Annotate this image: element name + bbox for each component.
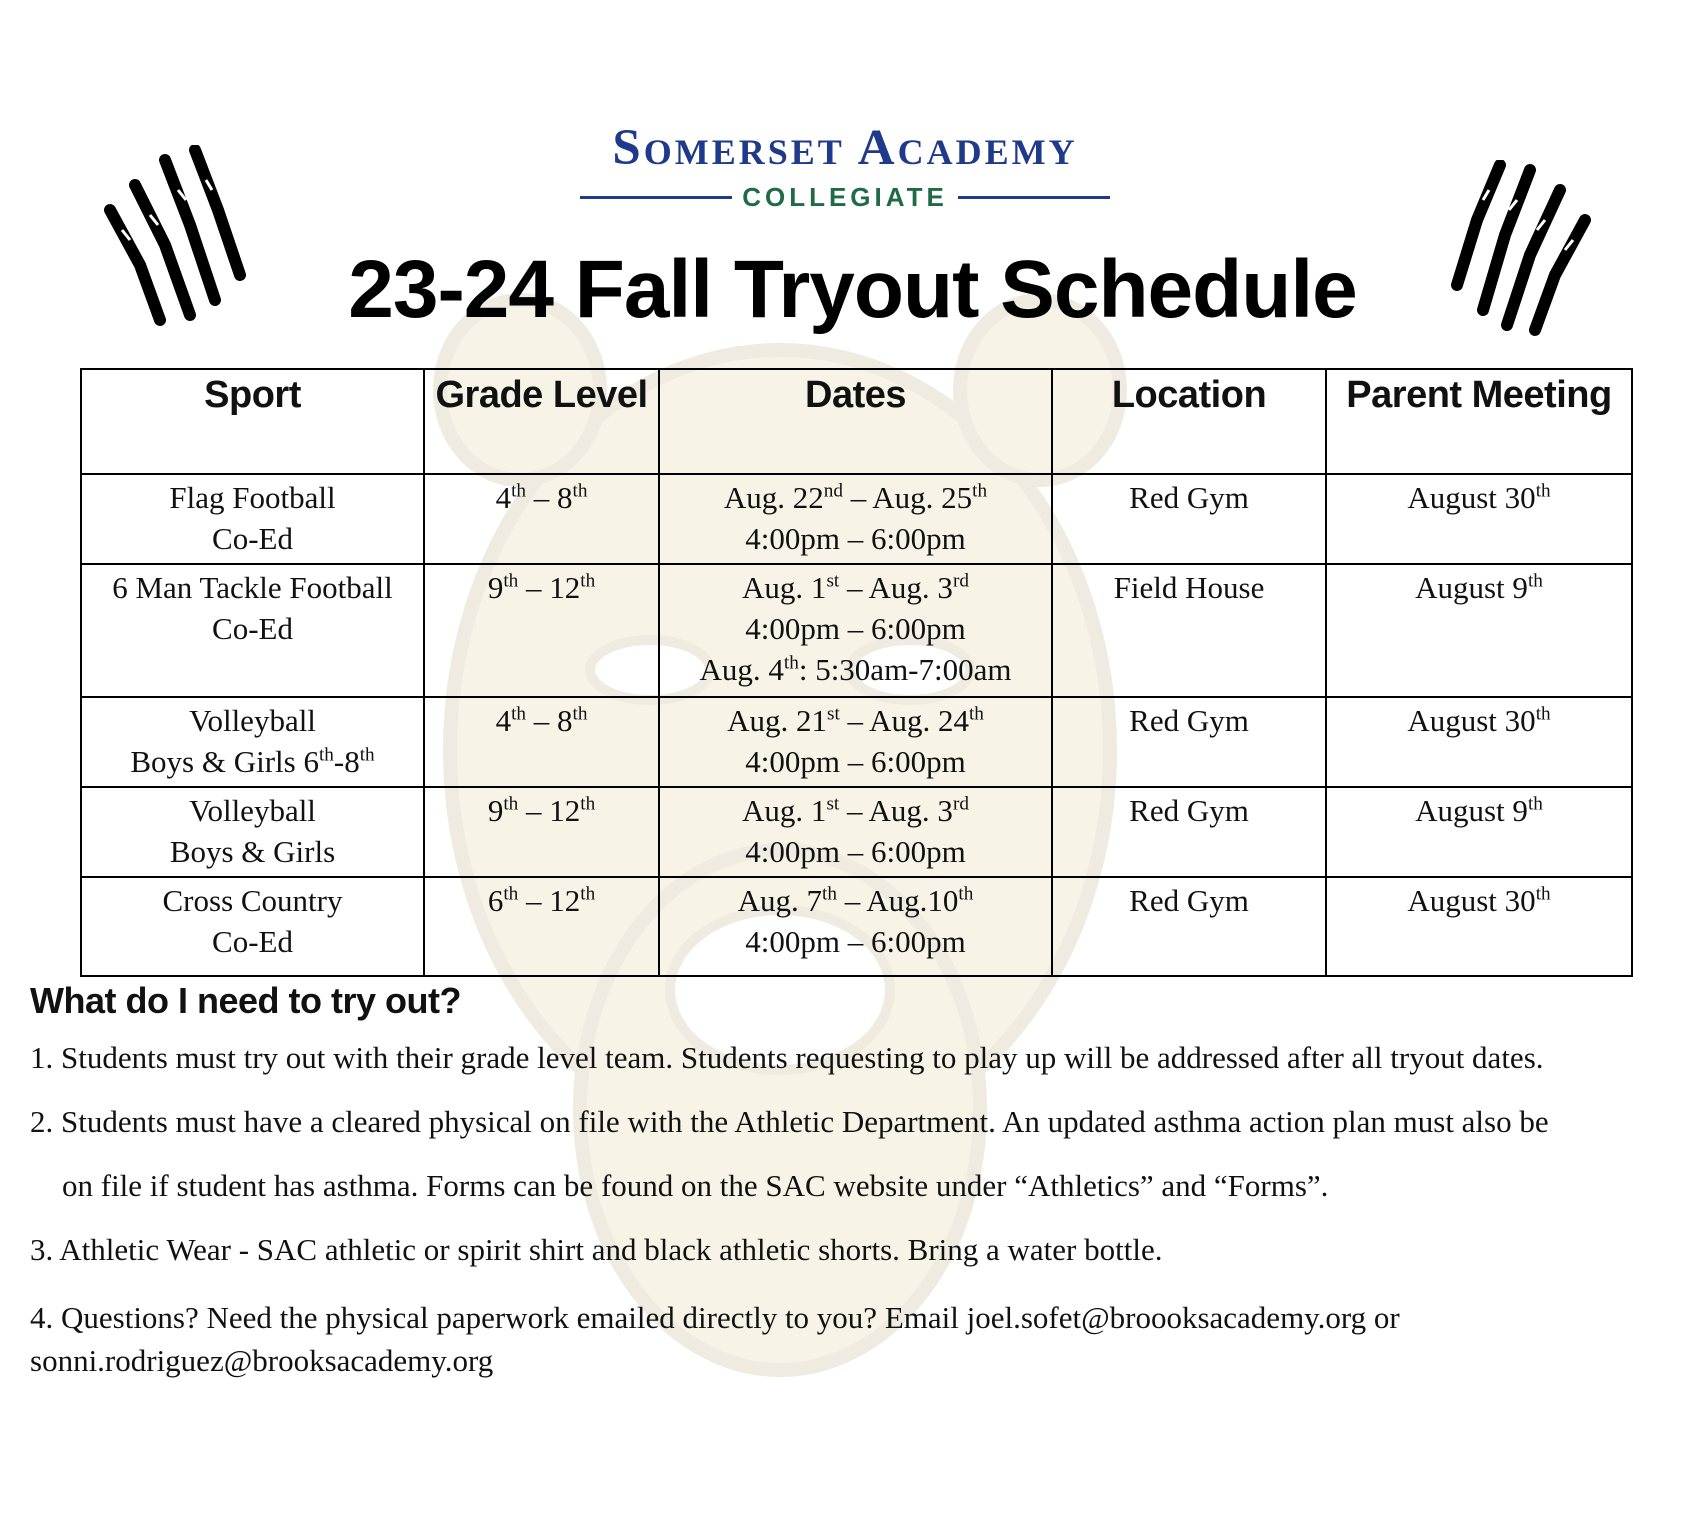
date-suffix: th <box>968 703 984 725</box>
date-line <box>660 477 1051 518</box>
time-line: 4:00pm – 6:00pm <box>745 521 966 556</box>
date-text: Aug. 1 <box>742 570 827 605</box>
table-row <box>81 877 1632 976</box>
sport-cell <box>81 474 424 564</box>
column-header-parent-meeting: Parent Meeting <box>1326 369 1632 474</box>
date-suffix: th <box>972 480 988 502</box>
grade-cell <box>424 564 659 697</box>
sport-cell <box>81 787 424 877</box>
time-line: 4:00pm – 6:00pm <box>745 834 966 869</box>
grade-from: 6 <box>487 883 504 918</box>
dates-cell <box>659 787 1052 877</box>
requirement-item-3: 3. Athletic Wear - SAC athletic or spirit shirt and black athletic shorts. Bring a water bottle. <box>30 1232 1163 1267</box>
column-header-sport: Sport <box>81 369 424 474</box>
sport-name: Cross Country <box>162 883 343 918</box>
grade-cell <box>424 877 659 976</box>
requirement-item-2-continued: on file if student has asthma. Forms can be found on the SAC website under “Athletics” and “Forms”. <box>62 1168 1329 1203</box>
logo-rule-right <box>958 196 1110 199</box>
grade-to: 12 <box>549 570 581 605</box>
tryout-schedule-table <box>80 368 1633 977</box>
grade-to-suffix: th <box>580 793 596 815</box>
division-text: -8 <box>333 744 360 779</box>
date-line <box>660 790 1051 831</box>
date-suffix: rd <box>952 793 969 815</box>
grade-separator: – <box>518 793 550 828</box>
requirement-item-4 <box>30 1296 1400 1382</box>
time-line: 4:00pm – 6:00pm <box>745 744 966 779</box>
date-text: – Aug. 3 <box>839 793 953 828</box>
grade-to: 12 <box>549 793 581 828</box>
grade-from: 9 <box>487 570 504 605</box>
requirement-item-4-line: 4. Questions? Need the physical paperwork emailed directly to you? Email joel.sofet@broooksacademy.org or <box>30 1300 1400 1335</box>
date-text: – Aug. 3 <box>839 570 953 605</box>
location-cell: Field House <box>1052 564 1326 697</box>
logo-name: Somerset Academy <box>612 120 1078 176</box>
meeting-cell <box>1326 564 1632 697</box>
date-suffix: th <box>783 652 799 674</box>
meeting-cell <box>1326 787 1632 877</box>
date-text: Aug. 21 <box>727 703 827 738</box>
requirement-item-2: 2. Students must have a cleared physical on file with the Athletic Department. An updated asthma action plan must also be <box>30 1104 1549 1139</box>
location-cell: Red Gym <box>1052 697 1326 787</box>
table-row <box>81 697 1632 787</box>
division-suffix: th <box>318 744 334 766</box>
date-line <box>660 567 1051 608</box>
meeting-cell <box>1326 697 1632 787</box>
date-line <box>660 700 1051 741</box>
time-line: 4:00pm – 6:00pm <box>745 611 966 646</box>
date-text: Aug. 22 <box>723 480 824 515</box>
sport-cell <box>81 877 424 976</box>
date-suffix: th <box>958 883 974 905</box>
grade-to: 12 <box>549 883 581 918</box>
date-suffix: st <box>826 570 840 592</box>
dates-cell <box>659 877 1052 976</box>
meeting-cell <box>1326 877 1632 976</box>
logo-subtitle: COLLEGIATE <box>742 182 948 212</box>
meeting-date-suffix: th <box>1527 570 1543 592</box>
grade-from-suffix: th <box>503 793 519 815</box>
date-text: – Aug. 25 <box>842 480 973 515</box>
date-suffix: rd <box>952 570 969 592</box>
grade-to: 8 <box>557 480 573 515</box>
grade-to: 8 <box>557 703 573 738</box>
logo-rule-left <box>580 196 732 199</box>
table-row <box>81 787 1632 877</box>
table-row <box>81 564 1632 697</box>
division-text: Boys & Girls 6 <box>130 744 319 779</box>
grade-separator: – <box>518 883 550 918</box>
contact-email: sonni.rodriguez@brooksacademy.org <box>30 1343 494 1378</box>
grade-separator: – <box>518 570 550 605</box>
date-suffix: st <box>826 793 840 815</box>
meeting-date-suffix: th <box>1535 480 1551 502</box>
location-cell: Red Gym <box>1052 877 1326 976</box>
meeting-date-suffix: th <box>1535 703 1551 725</box>
date-suffix: nd <box>823 480 843 502</box>
sport-name: Volleyball <box>189 793 316 828</box>
grade-to-suffix: th <box>572 703 588 725</box>
dates-cell <box>659 564 1052 697</box>
sport-name: Volleyball <box>189 703 316 738</box>
date-text: – Aug. 24 <box>839 703 969 738</box>
grade-from-suffix: th <box>511 703 526 725</box>
grade-separator: – <box>526 480 557 515</box>
meeting-date: August 9 <box>1415 570 1528 605</box>
meeting-cell <box>1326 474 1632 564</box>
date-line <box>660 649 1051 690</box>
page-title: 23-24 Fall Tryout Schedule <box>348 244 1357 335</box>
grade-from: 4 <box>495 703 512 738</box>
meeting-date: August 30 <box>1407 883 1536 918</box>
grade-to-suffix: th <box>580 883 596 905</box>
school-logo <box>580 118 1110 223</box>
date-text: – Aug.10 <box>836 883 959 918</box>
dates-cell <box>659 474 1052 564</box>
column-header-dates: Dates <box>659 369 1052 474</box>
sport-division: Co-Ed <box>212 611 293 646</box>
date-suffix: th <box>822 883 837 905</box>
grade-to-suffix: th <box>572 480 588 502</box>
meeting-date-suffix: th <box>1535 883 1551 905</box>
column-header-grade-level: Grade Level <box>424 369 659 474</box>
date-suffix: st <box>826 703 840 725</box>
sport-division: Co-Ed <box>212 924 293 959</box>
division-suffix: th <box>359 744 375 766</box>
meeting-date-suffix: th <box>1527 793 1543 815</box>
dates-cell <box>659 697 1052 787</box>
table-header-row <box>81 369 1632 474</box>
requirements-section <box>30 980 1680 1378</box>
grade-separator: – <box>526 703 557 738</box>
grade-cell <box>424 697 659 787</box>
meeting-date: August 9 <box>1415 793 1528 828</box>
location-cell: Red Gym <box>1052 787 1326 877</box>
sport-name: Flag Football <box>169 480 336 515</box>
meeting-date: August 30 <box>1407 703 1536 738</box>
date-text: Aug. 4 <box>699 652 784 687</box>
location-cell: Red Gym <box>1052 474 1326 564</box>
sport-division: Boys & Girls <box>169 834 336 869</box>
date-text: Aug. 1 <box>742 793 827 828</box>
grade-cell <box>424 787 659 877</box>
date-line <box>660 880 1051 921</box>
grade-from: 9 <box>487 793 504 828</box>
sport-cell <box>81 697 424 787</box>
requirement-item-1: 1. Students must try out with their grade level team. Students requesting to play up will be addressed after all tryout dates. <box>30 1040 1544 1075</box>
date-text: : 5:30am-7:00am <box>798 652 1012 687</box>
grade-from-suffix: th <box>503 883 519 905</box>
sport-cell <box>81 564 424 697</box>
grade-cell <box>424 474 659 564</box>
sport-division: Co-Ed <box>212 521 293 556</box>
date-text: Aug. 7 <box>737 883 823 918</box>
sport-division <box>82 741 423 782</box>
grade-from-suffix: th <box>511 480 526 502</box>
grade-from: 4 <box>495 480 512 515</box>
meeting-date: August 30 <box>1407 480 1536 515</box>
sport-name: 6 Man Tackle Football <box>112 570 393 605</box>
table-row <box>81 474 1632 564</box>
time-line: 4:00pm – 6:00pm <box>745 924 966 959</box>
grade-from-suffix: th <box>503 570 519 592</box>
column-header-location: Location <box>1052 369 1326 474</box>
requirements-heading: What do I need to try out? <box>30 980 461 1021</box>
grade-to-suffix: th <box>580 570 596 592</box>
